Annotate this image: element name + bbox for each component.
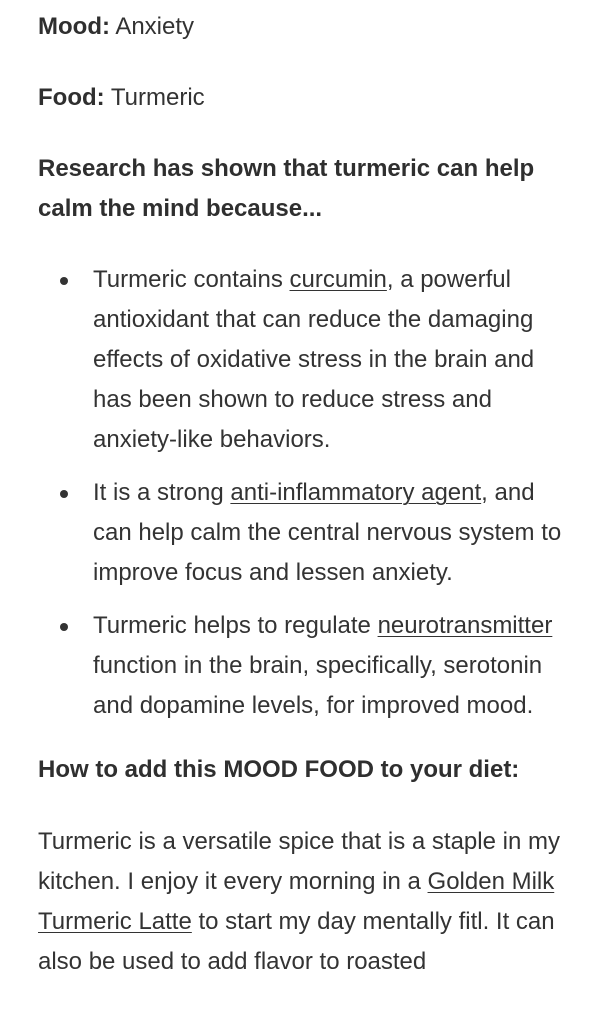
howto-heading: How to add this MOOD FOOD to your diet: — [38, 756, 520, 783]
golden-milk-latte-link[interactable]: Golden Milk Turmeric Latte — [38, 868, 555, 935]
list-item — [38, 473, 564, 593]
bullet-text: It is a strong — [93, 479, 231, 506]
anti-inflammatory-agent-link[interactable]: anti-inflammatory agent — [230, 479, 482, 506]
list-item — [38, 260, 564, 460]
benefits-list — [38, 260, 564, 726]
food-line — [38, 78, 564, 118]
mood-line — [38, 0, 564, 47]
food-value: Turmeric — [110, 84, 205, 111]
research-heading: Research has shown that turmeric can help calm the mind because... — [38, 155, 535, 222]
body-paragraph — [38, 822, 564, 982]
neurotransmitter-link[interactable]: neurotransmitter — [377, 612, 553, 639]
mood-label: Mood: — [38, 13, 110, 40]
bullet-text: Turmeric helps to regulate — [93, 612, 378, 639]
bullet-text: , a powerful antioxidant that can reduce the damaging effects of oxidative stress in the brain and has been shown to reduce stress and anxiety-like behaviors. — [93, 266, 535, 453]
paragraph-text: to start my day mentally fitl. It can also be used to add flavor to roasted — [38, 908, 555, 975]
bullet-text: Turmeric contains — [93, 266, 290, 293]
paragraph-text: Turmeric is a versatile spice that is a staple in my kitchen. I enjoy it every morning in a — [38, 828, 560, 895]
bullet-text: function in the brain, specifically, serotonin and dopamine levels, for improved mood. — [93, 652, 543, 719]
mood-value: Anxiety — [115, 13, 195, 40]
list-item — [38, 606, 564, 726]
bullet-text: , and can help calm the central nervous system to improve focus and lessen anxiety. — [93, 479, 562, 586]
curcumin-link[interactable]: curcumin — [289, 266, 387, 293]
food-label: Food: — [38, 84, 105, 111]
